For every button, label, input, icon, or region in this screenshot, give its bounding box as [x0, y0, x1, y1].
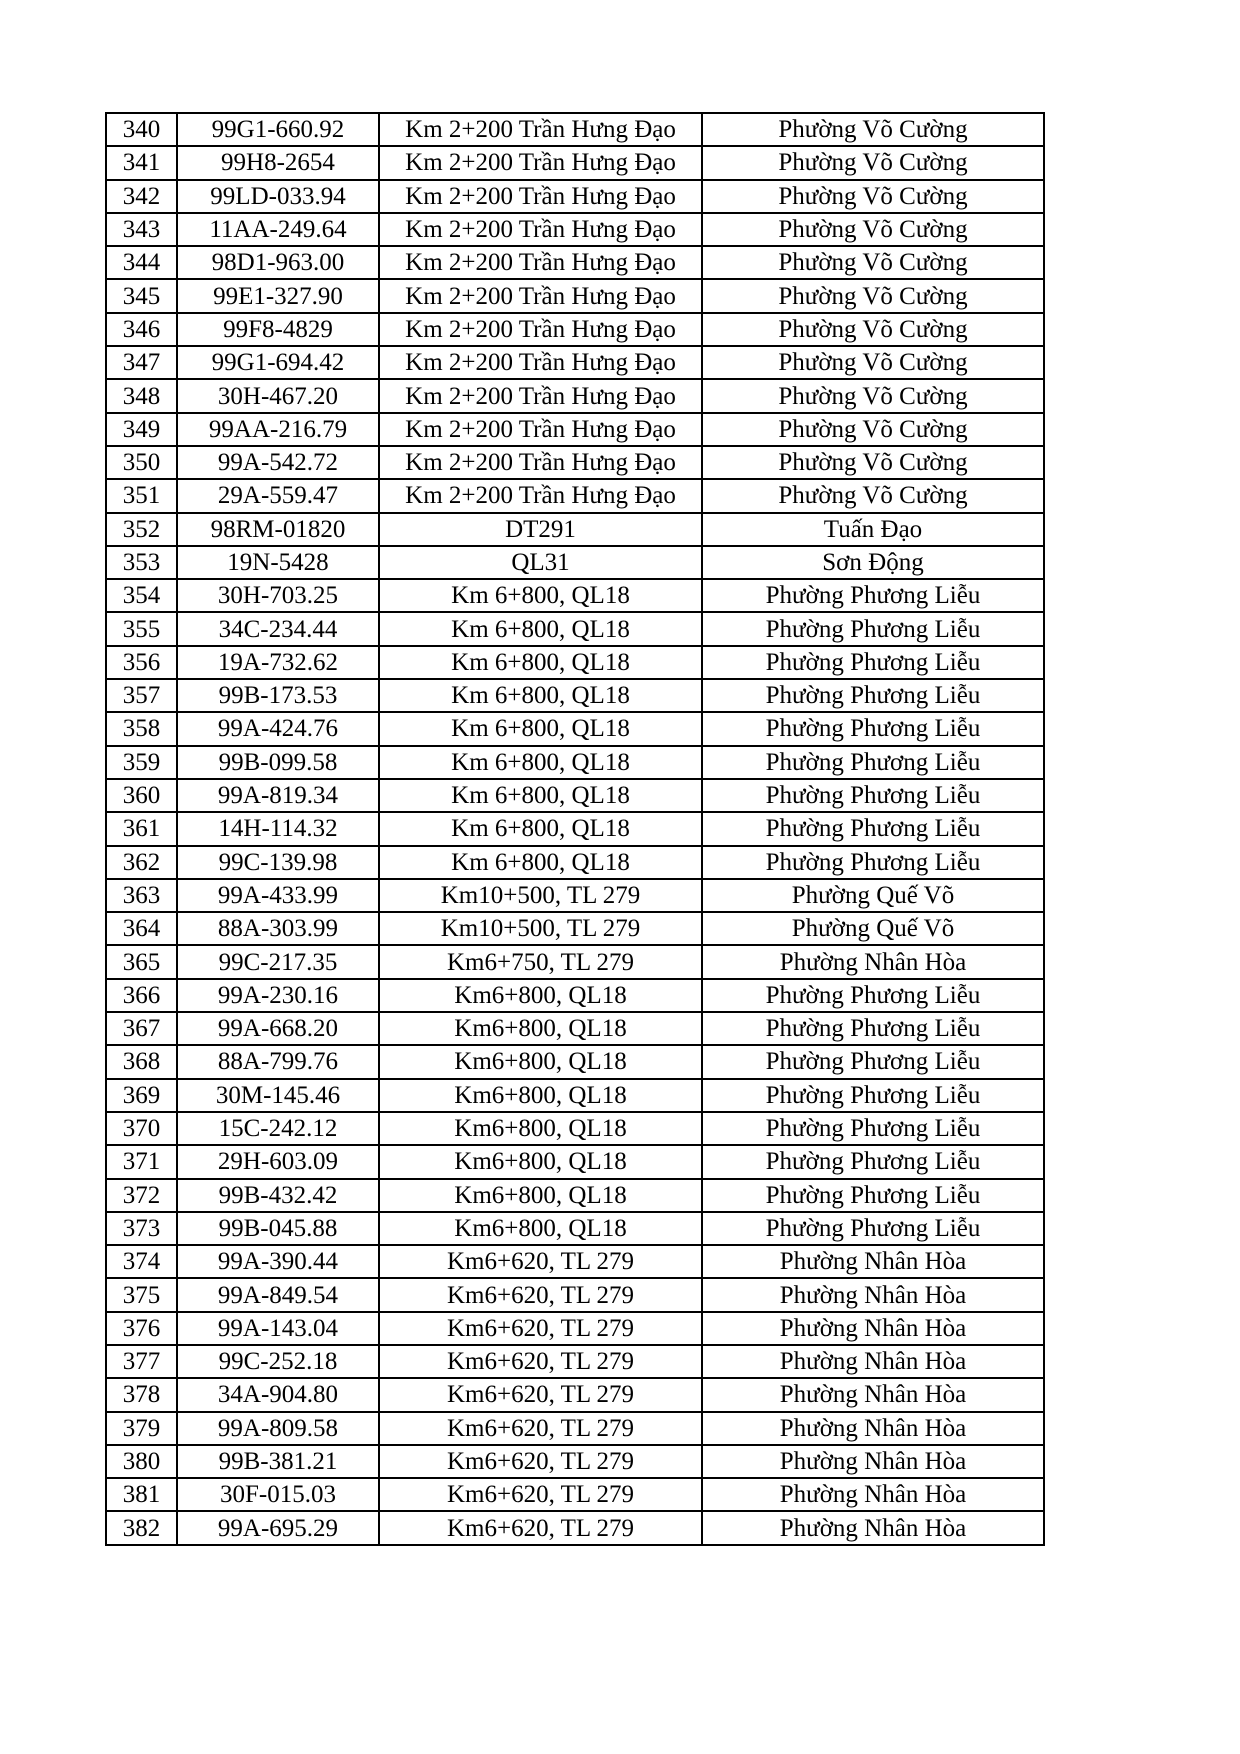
row-number-cell: 347 — [106, 346, 177, 379]
ward-cell: Sơn Động — [702, 546, 1044, 579]
ward-cell: Phường Phương Liễu — [702, 679, 1044, 712]
ward-cell: Phường Quế Võ — [702, 879, 1044, 912]
license-plate-cell: 99F8-4829 — [177, 313, 379, 346]
ward-cell: Phường Phương Liễu — [702, 612, 1044, 645]
row-number-cell: 350 — [106, 446, 177, 479]
row-number-cell: 375 — [106, 1278, 177, 1311]
row-number-cell: 378 — [106, 1378, 177, 1411]
license-plate-cell: 99C-217.35 — [177, 945, 379, 978]
license-plate-cell: 29A-559.47 — [177, 479, 379, 512]
license-plate-cell: 99A-819.34 — [177, 779, 379, 812]
license-plate-cell: 14H-114.32 — [177, 812, 379, 845]
row-number-cell: 360 — [106, 779, 177, 812]
row-number-cell: 380 — [106, 1445, 177, 1478]
table-row — [106, 513, 1044, 546]
row-number-cell: 352 — [106, 513, 177, 546]
table-row — [106, 1312, 1044, 1345]
row-number-cell: 343 — [106, 213, 177, 246]
row-number-cell: 359 — [106, 746, 177, 779]
location-cell: Km6+800, QL18 — [379, 1145, 702, 1178]
table-row — [106, 213, 1044, 246]
license-plate-cell: 29H-603.09 — [177, 1145, 379, 1178]
table-row — [106, 779, 1044, 812]
ward-cell: Phường Võ Cường — [702, 279, 1044, 312]
location-cell: Km6+800, QL18 — [379, 1079, 702, 1112]
license-plate-cell: 98RM-01820 — [177, 513, 379, 546]
ward-cell: Phường Nhân Hòa — [702, 1478, 1044, 1511]
table-row — [106, 945, 1044, 978]
license-plate-cell: 99A-230.16 — [177, 979, 379, 1012]
license-plate-cell: 99A-390.44 — [177, 1245, 379, 1278]
location-cell: Km6+800, QL18 — [379, 979, 702, 1012]
location-cell: Km10+500, TL 279 — [379, 879, 702, 912]
license-plate-cell: 99A-542.72 — [177, 446, 379, 479]
ward-cell: Phường Võ Cường — [702, 313, 1044, 346]
table-row — [106, 446, 1044, 479]
license-plate-cell: 99B-099.58 — [177, 746, 379, 779]
license-plate-cell: 98D1-963.00 — [177, 246, 379, 279]
table-row — [106, 1345, 1044, 1378]
ward-cell: Phường Phương Liễu — [702, 812, 1044, 845]
row-number-cell: 377 — [106, 1345, 177, 1378]
table-row — [106, 180, 1044, 213]
location-cell: Km6+620, TL 279 — [379, 1445, 702, 1478]
table-row — [106, 879, 1044, 912]
table-row — [106, 1278, 1044, 1311]
license-plate-cell: 11AA-249.64 — [177, 213, 379, 246]
table-row — [106, 1478, 1044, 1511]
table-row — [106, 313, 1044, 346]
table-row — [106, 1012, 1044, 1045]
ward-cell: Phường Phương Liễu — [702, 646, 1044, 679]
table-row — [106, 812, 1044, 845]
license-plate-cell: 99E1-327.90 — [177, 279, 379, 312]
location-cell: Km 2+200 Trần Hưng Đạo — [379, 113, 702, 146]
ward-cell: Phường Phương Liễu — [702, 1045, 1044, 1078]
ward-cell: Phường Nhân Hòa — [702, 1245, 1044, 1278]
location-cell: Km 6+800, QL18 — [379, 812, 702, 845]
license-plate-cell: 99A-809.58 — [177, 1412, 379, 1445]
location-cell: Km6+800, QL18 — [379, 1012, 702, 1045]
ward-cell: Phường Nhân Hòa — [702, 1378, 1044, 1411]
location-cell: Km6+620, TL 279 — [379, 1312, 702, 1345]
row-number-cell: 366 — [106, 979, 177, 1012]
location-cell: Km 2+200 Trần Hưng Đạo — [379, 180, 702, 213]
ward-cell: Phường Phương Liễu — [702, 712, 1044, 745]
ward-cell: Phường Võ Cường — [702, 379, 1044, 412]
ward-cell: Phường Võ Cường — [702, 113, 1044, 146]
location-cell: Km 2+200 Trần Hưng Đạo — [379, 446, 702, 479]
table-row — [106, 1145, 1044, 1178]
ward-cell: Phường Nhân Hòa — [702, 1278, 1044, 1311]
location-cell: Km 6+800, QL18 — [379, 646, 702, 679]
table-row — [106, 1045, 1044, 1078]
table-row — [106, 579, 1044, 612]
table-row — [106, 379, 1044, 412]
table-row — [106, 712, 1044, 745]
row-number-cell: 355 — [106, 612, 177, 645]
location-cell: Km 2+200 Trần Hưng Đạo — [379, 279, 702, 312]
row-number-cell: 374 — [106, 1245, 177, 1278]
location-cell: Km 6+800, QL18 — [379, 579, 702, 612]
table-row — [106, 846, 1044, 879]
table-row — [106, 912, 1044, 945]
license-plate-cell: 88A-799.76 — [177, 1045, 379, 1078]
license-plate-cell: 30M-145.46 — [177, 1079, 379, 1112]
license-plate-cell: 99AA-216.79 — [177, 413, 379, 446]
table-row — [106, 1112, 1044, 1145]
row-number-cell: 364 — [106, 912, 177, 945]
table-row — [106, 679, 1044, 712]
license-plate-cell: 34C-234.44 — [177, 612, 379, 645]
table-row — [106, 1212, 1044, 1245]
location-cell: Km6+620, TL 279 — [379, 1511, 702, 1544]
ward-cell: Phường Nhân Hòa — [702, 1412, 1044, 1445]
table-row — [106, 1378, 1044, 1411]
table-row — [106, 1511, 1044, 1544]
table-row — [106, 1245, 1044, 1278]
row-number-cell: 354 — [106, 579, 177, 612]
row-number-cell: 362 — [106, 846, 177, 879]
ward-cell: Phường Võ Cường — [702, 346, 1044, 379]
ward-cell: Phường Võ Cường — [702, 413, 1044, 446]
location-cell: Km 2+200 Trần Hưng Đạo — [379, 146, 702, 179]
location-cell: Km 6+800, QL18 — [379, 612, 702, 645]
table-row — [106, 146, 1044, 179]
row-number-cell: 340 — [106, 113, 177, 146]
location-cell: Km 6+800, QL18 — [379, 846, 702, 879]
license-plate-cell: 99A-849.54 — [177, 1278, 379, 1311]
location-cell: DT291 — [379, 513, 702, 546]
location-cell: Km 2+200 Trần Hưng Đạo — [379, 346, 702, 379]
location-cell: Km6+750, TL 279 — [379, 945, 702, 978]
row-number-cell: 372 — [106, 1179, 177, 1212]
table-row — [106, 1179, 1044, 1212]
license-plate-cell: 15C-242.12 — [177, 1112, 379, 1145]
row-number-cell: 345 — [106, 279, 177, 312]
license-plate-cell: 99A-668.20 — [177, 1012, 379, 1045]
location-cell: Km 2+200 Trần Hưng Đạo — [379, 246, 702, 279]
row-number-cell: 346 — [106, 313, 177, 346]
location-cell: Km 2+200 Trần Hưng Đạo — [379, 479, 702, 512]
row-number-cell: 353 — [106, 546, 177, 579]
table-row — [106, 246, 1044, 279]
row-number-cell: 368 — [106, 1045, 177, 1078]
row-number-cell: 381 — [106, 1478, 177, 1511]
row-number-cell: 348 — [106, 379, 177, 412]
ward-cell: Phường Võ Cường — [702, 246, 1044, 279]
location-cell: Km 2+200 Trần Hưng Đạo — [379, 313, 702, 346]
license-plate-cell: 99H8-2654 — [177, 146, 379, 179]
table-row — [106, 546, 1044, 579]
row-number-cell: 344 — [106, 246, 177, 279]
row-number-cell: 376 — [106, 1312, 177, 1345]
ward-cell: Phường Nhân Hòa — [702, 1445, 1044, 1478]
row-number-cell: 351 — [106, 479, 177, 512]
ward-cell: Phường Nhân Hòa — [702, 1312, 1044, 1345]
ward-cell: Phường Phương Liễu — [702, 1012, 1044, 1045]
row-number-cell: 342 — [106, 180, 177, 213]
ward-cell: Phường Nhân Hòa — [702, 945, 1044, 978]
license-plate-cell: 99G1-660.92 — [177, 113, 379, 146]
ward-cell: Phường Phương Liễu — [702, 1145, 1044, 1178]
location-cell: Km6+620, TL 279 — [379, 1245, 702, 1278]
table-row — [106, 413, 1044, 446]
ward-cell: Phường Võ Cường — [702, 213, 1044, 246]
license-plate-cell: 34A-904.80 — [177, 1378, 379, 1411]
table-row — [106, 979, 1044, 1012]
table-row — [106, 1412, 1044, 1445]
ward-cell: Phường Phương Liễu — [702, 746, 1044, 779]
ward-cell: Phường Võ Cường — [702, 146, 1044, 179]
ward-cell: Phường Phương Liễu — [702, 779, 1044, 812]
vehicle-violation-table — [105, 112, 1045, 1546]
row-number-cell: 356 — [106, 646, 177, 679]
license-plate-cell: 99A-695.29 — [177, 1511, 379, 1544]
location-cell: Km 2+200 Trần Hưng Đạo — [379, 379, 702, 412]
license-plate-cell: 99B-173.53 — [177, 679, 379, 712]
license-plate-cell: 99C-139.98 — [177, 846, 379, 879]
table-row — [106, 279, 1044, 312]
location-cell: Km 2+200 Trần Hưng Đạo — [379, 413, 702, 446]
ward-cell: Phường Phương Liễu — [702, 1112, 1044, 1145]
license-plate-cell: 99A-433.99 — [177, 879, 379, 912]
location-cell: Km6+620, TL 279 — [379, 1278, 702, 1311]
row-number-cell: 363 — [106, 879, 177, 912]
ward-cell: Phường Võ Cường — [702, 446, 1044, 479]
ward-cell: Phường Nhân Hòa — [702, 1511, 1044, 1544]
table-row — [106, 113, 1044, 146]
row-number-cell: 370 — [106, 1112, 177, 1145]
ward-cell: Phường Nhân Hòa — [702, 1345, 1044, 1378]
row-number-cell: 373 — [106, 1212, 177, 1245]
location-cell: Km6+620, TL 279 — [379, 1378, 702, 1411]
location-cell: Km6+800, QL18 — [379, 1112, 702, 1145]
ward-cell: Phường Phương Liễu — [702, 579, 1044, 612]
license-plate-cell: 88A-303.99 — [177, 912, 379, 945]
row-number-cell: 357 — [106, 679, 177, 712]
license-plate-cell: 19A-732.62 — [177, 646, 379, 679]
license-plate-cell: 99G1-694.42 — [177, 346, 379, 379]
table-row — [106, 646, 1044, 679]
row-number-cell: 371 — [106, 1145, 177, 1178]
row-number-cell: 367 — [106, 1012, 177, 1045]
ward-cell: Phường Võ Cường — [702, 180, 1044, 213]
table-row — [106, 1445, 1044, 1478]
license-plate-cell: 99B-045.88 — [177, 1212, 379, 1245]
table-row — [106, 479, 1044, 512]
ward-cell: Tuấn Đạo — [702, 513, 1044, 546]
row-number-cell: 361 — [106, 812, 177, 845]
license-plate-cell: 99A-424.76 — [177, 712, 379, 745]
row-number-cell: 382 — [106, 1511, 177, 1544]
location-cell: Km 6+800, QL18 — [379, 746, 702, 779]
ward-cell: Phường Quế Võ — [702, 912, 1044, 945]
ward-cell: Phường Phương Liễu — [702, 1212, 1044, 1245]
license-plate-cell: 19N-5428 — [177, 546, 379, 579]
location-cell: Km10+500, TL 279 — [379, 912, 702, 945]
license-plate-cell: 30F-015.03 — [177, 1478, 379, 1511]
location-cell: Km6+800, QL18 — [379, 1212, 702, 1245]
table-row — [106, 612, 1044, 645]
ward-cell: Phường Phương Liễu — [702, 979, 1044, 1012]
license-plate-cell: 99LD-033.94 — [177, 180, 379, 213]
license-plate-cell: 99A-143.04 — [177, 1312, 379, 1345]
ward-cell: Phường Phương Liễu — [702, 1079, 1044, 1112]
location-cell: Km 6+800, QL18 — [379, 679, 702, 712]
row-number-cell: 349 — [106, 413, 177, 446]
location-cell: QL31 — [379, 546, 702, 579]
license-plate-cell: 30H-703.25 — [177, 579, 379, 612]
location-cell: Km6+620, TL 279 — [379, 1478, 702, 1511]
license-plate-cell: 99B-432.42 — [177, 1179, 379, 1212]
license-plate-cell: 99C-252.18 — [177, 1345, 379, 1378]
row-number-cell: 341 — [106, 146, 177, 179]
row-number-cell: 358 — [106, 712, 177, 745]
location-cell: Km6+800, QL18 — [379, 1179, 702, 1212]
location-cell: Km6+800, QL18 — [379, 1045, 702, 1078]
table-row — [106, 1079, 1044, 1112]
location-cell: Km6+620, TL 279 — [379, 1345, 702, 1378]
location-cell: Km 6+800, QL18 — [379, 779, 702, 812]
ward-cell: Phường Võ Cường — [702, 479, 1044, 512]
table-body — [106, 113, 1044, 1545]
table-row — [106, 346, 1044, 379]
license-plate-cell: 30H-467.20 — [177, 379, 379, 412]
location-cell: Km 2+200 Trần Hưng Đạo — [379, 213, 702, 246]
license-plate-cell: 99B-381.21 — [177, 1445, 379, 1478]
ward-cell: Phường Phương Liễu — [702, 1179, 1044, 1212]
table-row — [106, 746, 1044, 779]
ward-cell: Phường Phương Liễu — [702, 846, 1044, 879]
location-cell: Km 6+800, QL18 — [379, 712, 702, 745]
location-cell: Km6+620, TL 279 — [379, 1412, 702, 1445]
row-number-cell: 379 — [106, 1412, 177, 1445]
row-number-cell: 365 — [106, 945, 177, 978]
row-number-cell: 369 — [106, 1079, 177, 1112]
